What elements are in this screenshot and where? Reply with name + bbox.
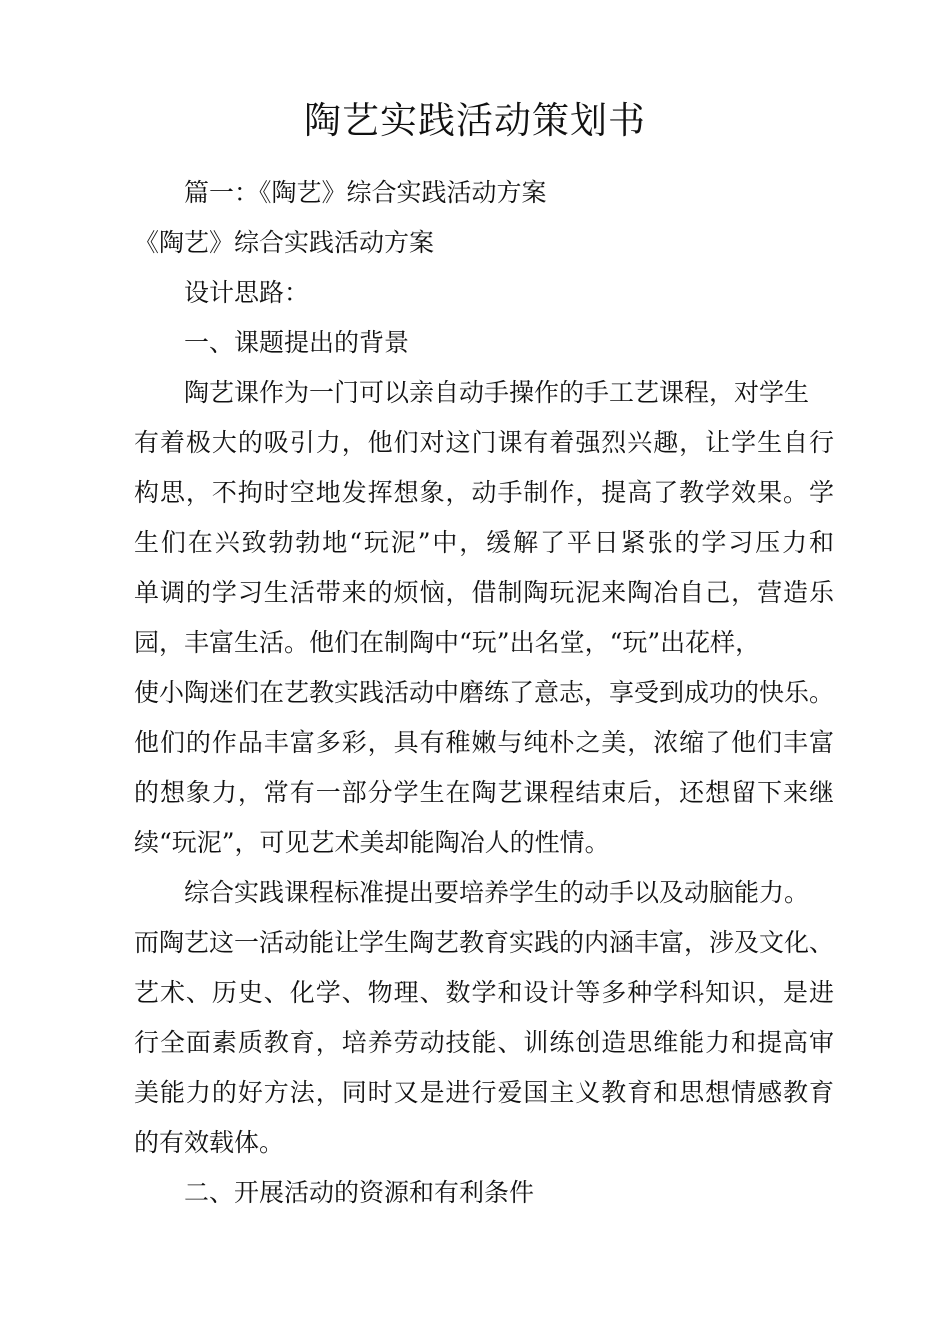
paragraph-line: 美能力的好方法，同时又是进行爱国主义教育和思想情感教育 <box>134 1078 834 1107</box>
paragraph-line: 续“玩泥”，可见艺术美却能陶冶人的性情。 <box>134 828 610 857</box>
paragraph-line: 的想象力，常有一部分学生在陶艺课程结束后，还想留下来继 <box>134 778 834 807</box>
chapter-heading: 篇一：《陶艺》综合实践活动方案 <box>184 178 547 207</box>
paragraph-line: 生们在兴致勃勃地“玩泥”中，缓解了平日紧张的学习压力和 <box>134 528 834 557</box>
paragraph-line: 单调的学习生活带来的烦恼，借制陶玩泥来陶冶自己，营造乐 <box>134 578 834 607</box>
document-body <box>134 168 834 1218</box>
section-heading-background: 一、课题提出的背景 <box>184 328 410 357</box>
section-heading-resources: 二、开展活动的资源和有利条件 <box>184 1178 535 1207</box>
paragraph-line: 艺术、历史、化学、物理、数学和设计等多种学科知识，是进 <box>134 978 834 1007</box>
document-title: 陶艺实践活动策划书 <box>304 99 646 142</box>
design-ideas-label: 设计思路： <box>184 278 310 307</box>
paragraph-line: 他们的作品丰富多彩，具有稚嫩与纯朴之美，浓缩了他们丰富 <box>134 728 834 757</box>
plan-title-line: 《陶艺》综合实践活动方案 <box>134 228 435 257</box>
paragraph-line: 使小陶迷们在艺教实践活动中磨练了意志，享受到成功的快乐。 <box>134 678 835 707</box>
paragraph-line: 有着极大的吸引力，他们对这门课有着强烈兴趣，让学生自行 <box>134 428 834 457</box>
paragraph-line: 园，丰富生活。他们在制陶中“玩”出名堂，“玩”出花样， <box>134 628 761 657</box>
paragraph-line: 而陶艺这一活动能让学生陶艺教育实践的内涵丰富，涉及文化、 <box>134 928 835 957</box>
paragraph-line: 构思，不拘时空地发挥想象，动手制作，提高了教学效果。学 <box>134 478 834 507</box>
paragraph-line: 行全面素质教育，培养劳动技能、训练创造思维能力和提高审 <box>134 1028 834 1057</box>
paragraph-line: 综合实践课程标准提出要培养学生的动手以及动脑能力。 <box>184 878 810 907</box>
paragraph-line: 的有效载体。 <box>134 1128 285 1157</box>
paragraph-line: 陶艺课作为一门可以亲自动手操作的手工艺课程，对学生 <box>184 378 810 407</box>
